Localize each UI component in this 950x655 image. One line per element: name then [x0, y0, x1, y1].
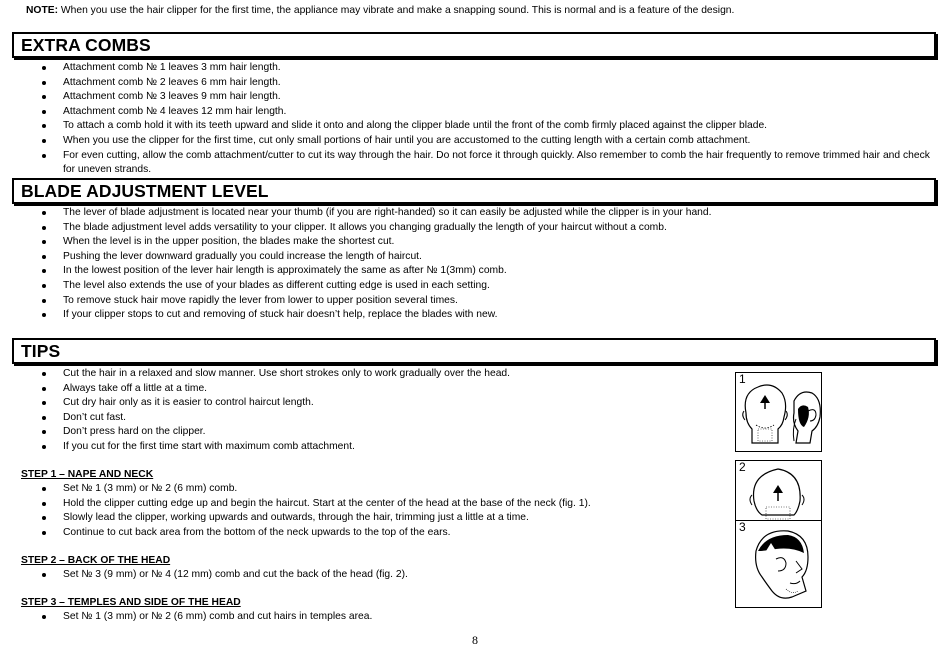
section-header-tips [12, 338, 936, 364]
list-item: The blade adjustment level adds versatility to your clipper. It allows you changing gradually the length of your haircut without a comb. [0, 221, 930, 236]
list-item: Attachment comb № 1 leaves 3 mm hair length. [0, 61, 930, 76]
blade-adjustment-list [0, 206, 930, 323]
list-item: When you use the clipper for the first time, cut only small portions of hair until you are accustomed to the cutting length with a certain comb attachment. [0, 134, 930, 149]
list-item: To attach a comb hold it with its teeth upward and slide it onto and along the clipper blade until the front of the comb firmly placed against the clipper blade. [0, 119, 930, 134]
note [26, 4, 734, 17]
list-item: The level also extends the use of your blades as different cutting edge is used in each setting. [0, 279, 930, 294]
list-item: Attachment comb № 4 leaves 12 mm hair length. [0, 105, 930, 120]
list-item: Don’t press hard on the clipper. [0, 425, 700, 440]
section-header-blade-adjustment [12, 178, 936, 204]
extra-combs-list [0, 61, 930, 178]
section-title: BLADE ADJUSTMENT LEVEL [21, 181, 269, 201]
list-item: For even cutting, allow the comb attachment/cutter to cut its way through the hair. Do not force it through quickly. Also remember to comb the hair frequently to remove trimmed hair and check for uneven strands. [0, 149, 930, 178]
list-item: Always take off a little at a time. [0, 382, 700, 397]
list-item: Set № 3 (9 mm) or № 4 (12 mm) comb and cut the back of the head (fig. 2). [0, 568, 700, 583]
note-label: NOTE: [26, 5, 59, 16]
figure-1 [735, 372, 822, 452]
list-item: Hold the clipper cutting edge up and begin the haircut. Start at the center of the head at the base of the neck (fig. 1). [0, 497, 700, 512]
step1-list [0, 482, 700, 540]
figure-3 [735, 520, 822, 608]
step1-title: STEP 1 – NAPE AND NECK [21, 469, 154, 480]
list-item: Set № 1 (3 mm) or № 2 (6 mm) comb. [0, 482, 700, 497]
list-item: If you cut for the first time start with maximum comb attachment. [0, 440, 700, 455]
list-item: Attachment comb № 3 leaves 9 mm hair length. [0, 90, 930, 105]
section-title: TIPS [21, 341, 61, 361]
list-item: Slowly lead the clipper, working upwards and outwards, through the hair, trimming just a little at a time. [0, 511, 700, 526]
list-item: Attachment comb № 2 leaves 6 mm hair length. [0, 76, 930, 91]
step2-title: STEP 2 – BACK OF THE HEAD [21, 555, 171, 566]
head-back-illustration [736, 461, 821, 521]
figure-2-number: 2 [739, 460, 746, 474]
step3-list [0, 610, 700, 625]
head-back-illustration [736, 373, 821, 451]
list-item: Cut the hair in a relaxed and slow manner. Use short strokes only to work gradually over the head. [0, 367, 700, 382]
list-item: If your clipper stops to cut and removing of stuck hair doesn’t help, replace the blades with new. [0, 308, 930, 323]
tips-list [0, 367, 700, 455]
page-number: 8 [472, 633, 478, 647]
step3-title: STEP 3 – TEMPLES AND SIDE OF THE HEAD [21, 597, 241, 608]
section-title: EXTRA COMBS [21, 35, 151, 55]
list-item: Pushing the lever downward gradually you could increase the length of haircut. [0, 250, 930, 265]
note-text: When you use the hair clipper for the first time, the appliance may vibrate and make a snapping sound. This is normal and is a feature of the design. [58, 5, 735, 16]
list-item: When the level is in the upper position, the blades make the shortest cut. [0, 235, 930, 250]
list-item: Set № 1 (3 mm) or № 2 (6 mm) comb and cut hairs in temples area. [0, 610, 700, 625]
list-item: The lever of blade adjustment is located near your thumb (if you are right-handed) so it can easily be adjusted while the clipper is in your hand. [0, 206, 930, 221]
figure-2 [735, 460, 822, 522]
figure-3-number: 3 [739, 520, 746, 534]
list-item: Continue to cut back area from the bottom of the neck upwards to the top of the ears. [0, 526, 700, 541]
list-item: Don’t cut fast. [0, 411, 700, 426]
figure-1-number: 1 [739, 372, 746, 386]
list-item: Cut dry hair only as it is easier to control haircut length. [0, 396, 700, 411]
step2-list [0, 568, 700, 583]
head-side-illustration [736, 521, 821, 607]
list-item: In the lowest position of the lever hair length is approximately the same as after № 1(3mm) comb. [0, 264, 930, 279]
section-header-extra-combs [12, 32, 936, 58]
list-item: To remove stuck hair move rapidly the lever from lower to upper position several times. [0, 294, 930, 309]
